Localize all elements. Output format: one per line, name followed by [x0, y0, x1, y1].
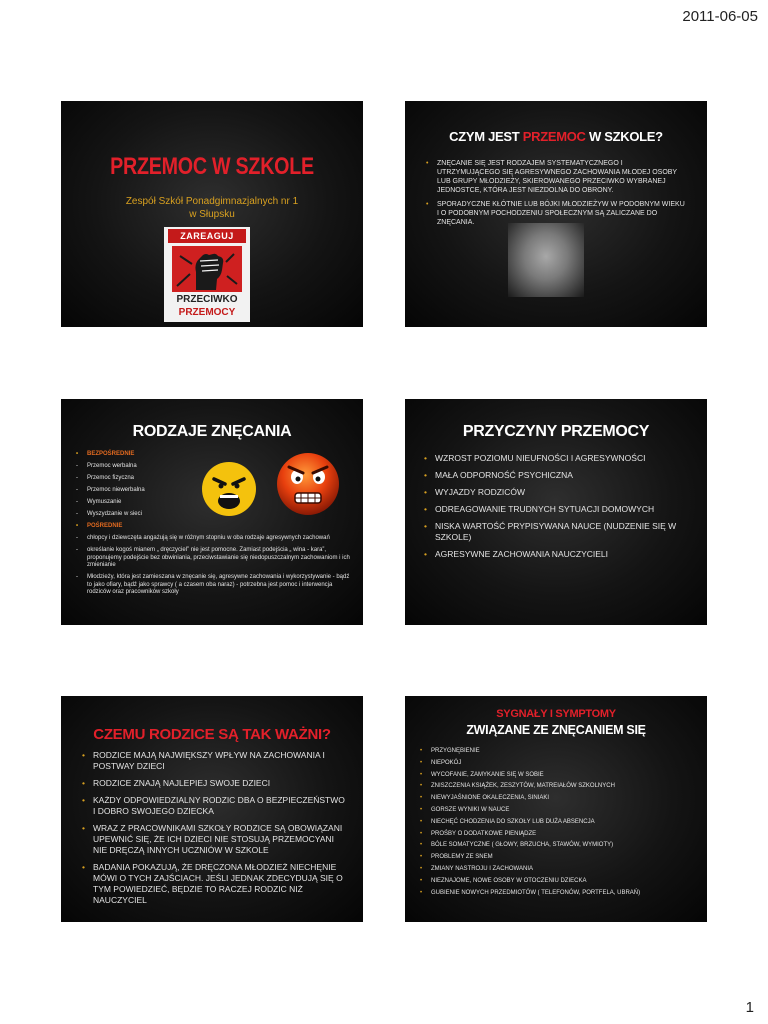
bullet-icon: •	[82, 750, 85, 760]
list-item	[81, 862, 347, 906]
bullet-icon: •	[420, 748, 423, 754]
list-item	[419, 748, 695, 756]
list-item-text: Wymuszanie	[87, 499, 122, 505]
bullet-icon: •	[424, 504, 427, 514]
list-item	[419, 842, 695, 850]
list-item-text: ZNĘCANIE SIĘ JEST RODZAJEM SYSTEMATYCZNEGO I UTRZYMUJĄCEGO SIĘ AGRESYWNEGO ZACHOWANIA MŁODEJ OSOBY LUB GRUPY MŁODZIEŻY, SKIEROWANEGO PRZECIWKO WYBRANEJ JEDNOSTCE, KTÓRA JEST NIEZDOLNA DO OBRONY.	[437, 160, 677, 194]
bullet-icon: •	[76, 523, 79, 529]
bullet-icon: •	[420, 759, 423, 766]
list-item	[419, 819, 695, 827]
list-item	[419, 795, 695, 803]
dash-icon: -	[76, 475, 78, 481]
page-date: 2011-06-05	[682, 8, 758, 25]
list-item-text: NIEPOKÓJ	[431, 759, 462, 766]
list-item-text: określanie kogoś mianem „ dręczyciel” nie jest pomocne. Zamiast podejścia „ wina - kara”, proponujemy podejście bez obwiniania, przeciwstawianie się niedopuszczalnym zachowaniom i ich zmienianie	[87, 547, 350, 568]
dash-icon: -	[76, 487, 78, 493]
list-item	[75, 547, 351, 570]
list-item	[419, 854, 695, 862]
list-item	[75, 535, 351, 543]
bullet-icon: •	[420, 783, 423, 790]
list-item	[81, 750, 347, 772]
list-item-text: WYJAZDY RODZICÓW	[435, 487, 526, 497]
title-part-2: W SZKOLE?	[585, 129, 663, 144]
bullet-icon: •	[424, 470, 427, 480]
slide-6	[405, 696, 707, 922]
list-item-text: NISKA WARTOŚĆ PRYPISYWANA NAUCE (NUDZENIE SIĘ W SZKOLE)	[435, 521, 677, 542]
list-item-text: PROBLEMY ZE SNEM	[431, 854, 493, 861]
slide-4	[405, 399, 707, 625]
slide-kicker: SYGNAŁY I SYMPTOMY	[496, 708, 616, 720]
list-item	[81, 778, 347, 789]
bullet-icon: •	[420, 865, 423, 872]
bullet-icon: •	[82, 823, 85, 833]
list-item-text: BADANIA POKAZUJĄ, ŻE DRĘCZONA MŁODZIEŻ NIECHĘNIE MÓWI O TYCH ZAJŚCIACH. JEŚLI JEDNAK ZDECYDUJĄ SIĘ O TYM POWIEDZIEĆ, BĘDZIE TO RACZEJ RODZIC NIŻ NAUCZYCIEL	[93, 862, 343, 905]
list-item	[423, 549, 693, 560]
title-highlight: PRZEMOC	[522, 129, 586, 144]
list-item	[419, 760, 695, 768]
bullet-icon: •	[420, 889, 423, 896]
bullet-list	[423, 453, 693, 566]
slide-subtitle	[81, 195, 343, 221]
list-item	[419, 772, 695, 780]
angry-face-icon	[275, 451, 341, 517]
list-item-text: BEZPOŚREDNIE	[87, 451, 135, 457]
list-item	[423, 504, 693, 515]
list-item	[419, 783, 695, 791]
bullet-icon: •	[420, 806, 423, 813]
dash-icon: -	[76, 511, 78, 517]
list-item-text: AGRESYWNE ZACHOWANIA NAUCZYCIELI	[435, 549, 609, 559]
subtitle-line-1: Zespół Szkół Ponadgimnazjalnych nr 1	[125, 196, 299, 207]
list-item	[81, 795, 347, 817]
bullet-list	[419, 748, 695, 901]
face-photo	[508, 223, 584, 297]
list-item-text: ZMIANY NASTROJU I ZACHOWANIA	[431, 865, 534, 872]
slide-title	[405, 129, 707, 144]
slide-title: PRZEMOC W SZKOLE	[110, 153, 314, 180]
page-number: 1	[745, 999, 754, 1016]
list-item-text: RODZICE MAJĄ NAJWIĘKSZY WPŁYW NA ZACHOWANIA I POSTWAY DZIECI	[93, 750, 325, 771]
slide-2	[405, 101, 707, 327]
bullet-icon: •	[420, 771, 423, 778]
list-item-text: Przemoc werbalna	[87, 463, 137, 469]
fist-icon	[172, 246, 242, 292]
bullet-icon: •	[82, 795, 85, 805]
bullet-icon: •	[424, 487, 427, 497]
bullet-icon: •	[424, 453, 427, 463]
campaign-logo	[164, 227, 250, 322]
slide-title: RODZAJE ZNĘCANIA	[132, 423, 292, 440]
list-item	[419, 878, 695, 886]
bullet-list	[81, 750, 347, 912]
dash-icon: -	[76, 574, 78, 580]
bullet-icon: •	[420, 795, 423, 802]
list-item-text: Przemoc niewerbalna	[87, 487, 145, 493]
list-item-text: WZROST POZIOMU NIEUFNOŚCI I AGRESYWNOŚCI	[435, 453, 646, 463]
list-item-text: PRZYGNĘBIENIE	[431, 748, 480, 754]
title-part-1: CZYM JEST	[449, 129, 523, 144]
dash-icon: -	[76, 535, 78, 541]
dash-icon: -	[76, 547, 78, 553]
list-item-text: WYCOFANIE, ZAMYKANIE SIĘ W SOBIE	[431, 771, 544, 778]
list-item-text: Młodzieży, która jest zamieszana w znęcanie się, agresywne zachowania i wykorzystywanie - bądź to jako ofiary, bądź jako sprawcy ( a czasem oba naraz) - potrzebna jest pomoc i interwencja rodziców oraz pracowników szkoły	[87, 574, 350, 595]
list-item	[81, 823, 347, 856]
slide-title: ZWIĄZANE ZE ZNĘCANIEM SIĘ	[466, 723, 646, 737]
logo-bottom-text-1: PRZECIWKO	[176, 294, 238, 305]
list-item	[419, 807, 695, 815]
list-item-text: chłopcy i dziewczęta angażują się w różnym stopniu w oba rodzaje agresywnych zachowań	[87, 535, 330, 541]
list-item	[75, 523, 351, 531]
list-item-text: NIEWYJAŚNIONE OKALECZENIA, SINIAKI	[431, 795, 550, 802]
list-item-text: Przemoc fizyczna	[87, 475, 135, 481]
list-item-text: Wyszydzanie w sieci	[87, 511, 142, 517]
bullet-icon: •	[420, 877, 423, 884]
bullet-icon: •	[424, 521, 427, 531]
bullet-icon: •	[420, 818, 423, 825]
angry-smiley-icon	[201, 461, 257, 517]
list-item	[423, 453, 693, 464]
list-item-text: PROŚBY O DODATKOWE PIENIĄDZE	[431, 830, 537, 837]
bullet-icon: •	[426, 160, 429, 167]
slide-3	[61, 399, 363, 625]
bullet-icon: •	[76, 451, 79, 457]
slide-title: PRZYCZYNY PRZEMOCY	[462, 423, 650, 440]
list-item-text: NIEZNAJOME, NOWE OSOBY W OTOCZENIU DZIECKA	[431, 877, 587, 884]
dash-icon: -	[76, 499, 78, 505]
subtitle-line-2: w Słupsku	[189, 209, 235, 220]
list-item	[423, 487, 693, 498]
logo-top-text: ZAREAGUJ	[168, 229, 246, 243]
list-item-text: GUBIENIE NOWYCH PRZEDMIOTÓW ( TELEFONÓW, PORTFELA, UBRAŃ)	[431, 889, 641, 896]
logo-bottom-text-2: PRZEMOCY	[178, 307, 236, 318]
slide-1	[61, 101, 363, 327]
bullet-icon: •	[420, 854, 423, 861]
bullet-icon: •	[424, 549, 427, 559]
bullet-icon: •	[426, 201, 429, 208]
list-item	[419, 831, 695, 839]
bullet-icon: •	[82, 778, 85, 788]
slide-title: CZEMU RODZICE SĄ TAK WAŻNI?	[93, 726, 331, 743]
list-item	[425, 159, 687, 195]
bullet-icon: •	[82, 862, 85, 872]
dash-icon: -	[76, 463, 78, 469]
list-item	[423, 470, 693, 481]
list-item-text: SPORADYCZNE KŁÓTNIE LUB BÓJKI MŁODZIEŻYW W PODOBNYM WIEKU I O PODOBNYM POCHODZENIU SPOŁECZNYM SĄ ZALICZANE DO ZNĘCANIA.	[437, 201, 685, 226]
list-item-text: POŚREDNIE	[87, 523, 123, 529]
list-item-text: KAŻDY ODPOWIEDZIALNY RODZIC DBA O BEZPIECZEŃSTWO I DOBRO SWOJEGO DZIECKA	[93, 795, 345, 816]
list-item	[419, 890, 695, 898]
list-item-text: RODZICE ZNAJĄ NAJLEPIEJ SWOJE DZIECI	[93, 778, 271, 788]
list-item-text: MAŁA ODPORNOŚĆ PSYCHICZNA	[435, 470, 573, 480]
list-item-text: GORSZE WYNIKI W NAUCE	[431, 806, 510, 813]
bullet-list	[425, 159, 687, 232]
list-item	[423, 521, 693, 543]
list-item-text: ODREAGOWANIE TRUDNYCH SYTUACJI DOMOWYCH	[435, 504, 655, 514]
list-item-text: ZNISZCZENIA KSIĄŻEK, ZESZYTÓW, MATREIAŁÓW SZKOLNYCH	[431, 783, 615, 790]
list-item-text: BÓLE SOMATYCZNE ( GŁOWY, BRZUCHA, STAWÓW, WYMIOTY)	[431, 842, 614, 849]
list-item	[75, 574, 351, 597]
list-item	[419, 866, 695, 874]
bullet-icon: •	[420, 830, 423, 837]
list-item-text: WRAZ Z PRACOWNIKAMI SZKOŁY RODZICE SĄ OBOWIĄZANI UPEWNIĆ SIĘ, ŻE ICH DZIECI NIE STOSUJĄ PRZEMOCYANI NIE DRĘCZĄ INNYCH UCZNIÓW W SZKOLE	[93, 823, 343, 855]
list-item-text: NIECHĘĆ CHODZENIA DO SZKOŁY LUB DUŻA ABSENCJA	[431, 818, 595, 825]
slide-5	[61, 696, 363, 922]
bullet-icon: •	[420, 842, 423, 849]
